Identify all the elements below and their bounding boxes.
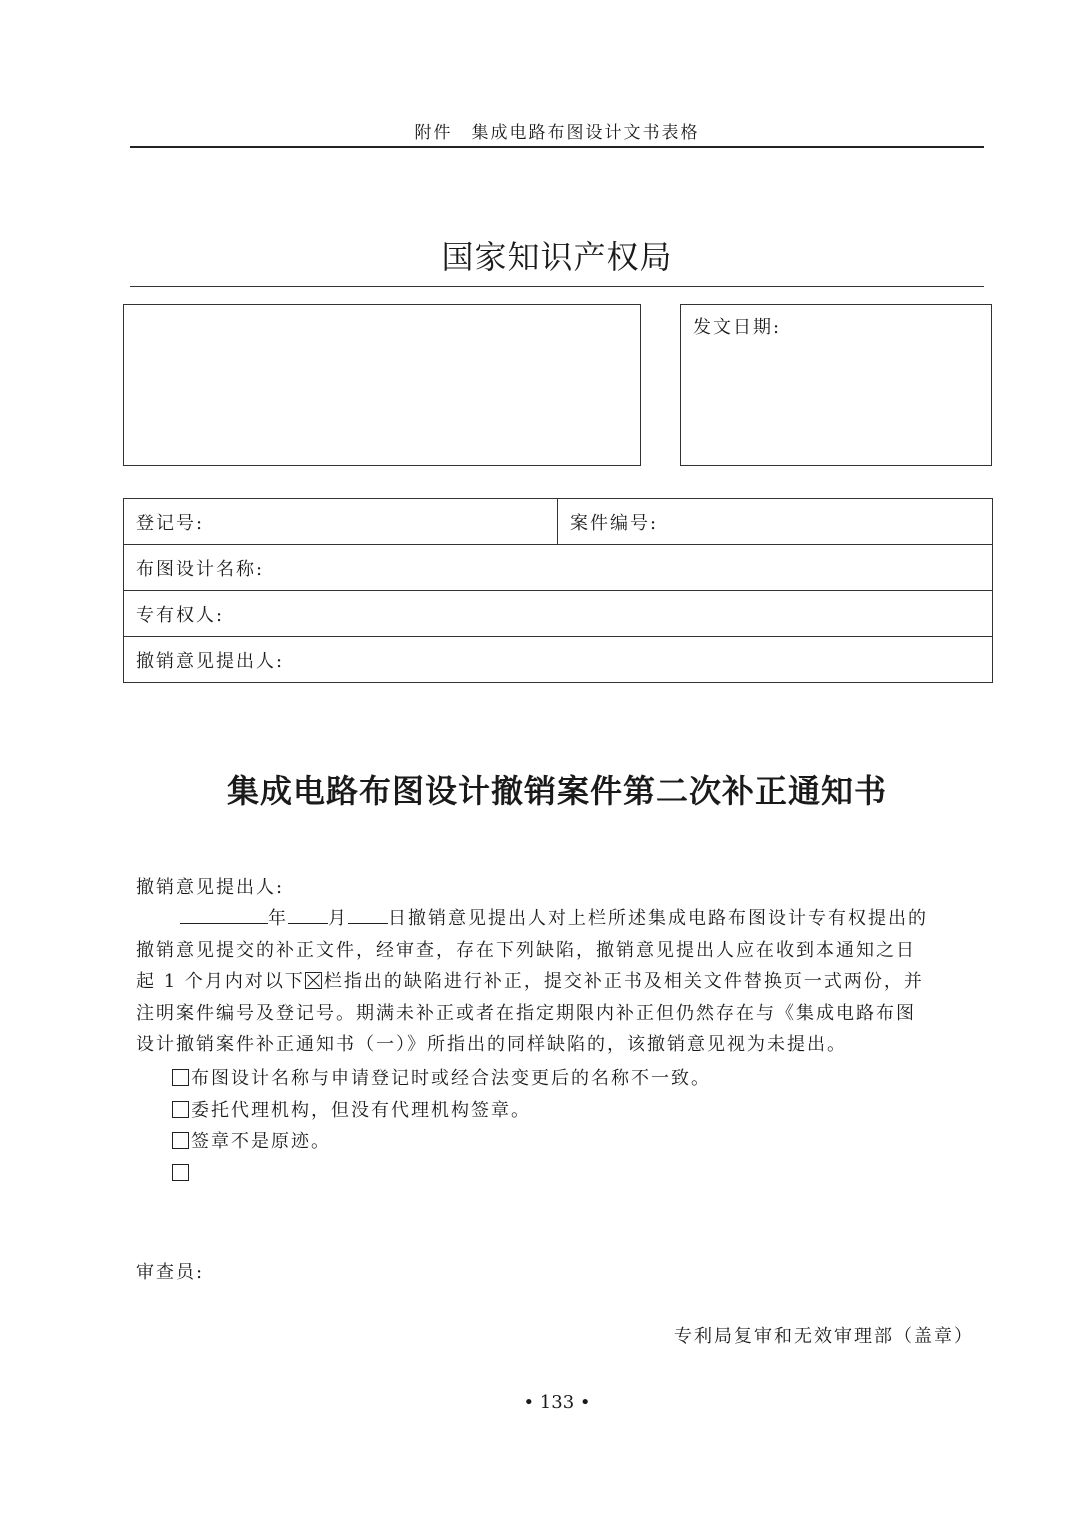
table-row (124, 545, 993, 591)
proposer-field: 撤销意见提出人: (124, 637, 993, 683)
design-name-field: 布图设计名称: (124, 545, 993, 591)
running-header: 附件 集成电路布图设计文书表格 (414, 123, 700, 143)
day-blank (348, 905, 388, 924)
table-row (124, 591, 993, 637)
checkbox-original-signature[interactable] (172, 1132, 189, 1149)
month-blank (288, 905, 328, 924)
paragraph-line (136, 966, 982, 998)
paragraph-line: 注明案件编号及登记号。期满未补正或者在指定期限内补正但仍然存在与《集成电路布图 (136, 1002, 916, 1024)
month-label: 月 (328, 908, 348, 929)
registration-no-field: 登记号: (124, 499, 558, 545)
checkbox-other[interactable] (172, 1164, 189, 1181)
option-label: 签章不是原迹。 (191, 1131, 331, 1152)
table-row (124, 637, 993, 683)
addressee: 撤销意见提出人: (136, 877, 285, 898)
notice-paragraph (136, 903, 982, 1061)
table-row (124, 499, 993, 545)
paragraph-text: 起 1 个月内对以下 (136, 971, 305, 992)
examiner-label: 审查员: (136, 1262, 205, 1283)
owner-field: 专有权人: (124, 591, 993, 637)
checkbox-agency-seal[interactable] (172, 1101, 189, 1118)
option-label: 委托代理机构，但没有代理机构签章。 (191, 1099, 531, 1121)
case-no-field: 案件编号: (558, 499, 993, 545)
option-label: 布图设计名称与申请登记时或经合法变更后的名称不一致。 (191, 1068, 711, 1089)
paragraph-line: 撤销意见提交的补正文件，经审查，存在下列缺陷，撤销意见提出人应在收到本通知之日 (136, 939, 916, 961)
recipient-address-box (123, 304, 641, 466)
option-other (172, 1158, 711, 1190)
paragraph-text: 栏指出的缺陷进行补正，提交补正书及相关文件替换页一式两份，并 (323, 971, 924, 992)
option-original-signature (172, 1126, 711, 1158)
notice-title: 集成电路布图设计撤销案件第二次补正通知书 (226, 772, 887, 810)
checkbox-name-mismatch[interactable] (172, 1069, 189, 1086)
page-number: • 133 • (523, 1392, 591, 1413)
option-agency-seal (172, 1095, 711, 1127)
paragraph-line: 设计撤销案件补正通知书（一）》所指出的同样缺陷的，该撤销意见视为未提出。 (136, 1034, 847, 1055)
case-info-table (123, 498, 993, 683)
defect-options (172, 1063, 711, 1189)
issue-date-box (680, 304, 992, 466)
agency-rule (130, 286, 984, 287)
paragraph-text: 日撤销意见提出人对上栏所述集成电路布图设计专有权提出的 (388, 908, 928, 929)
issue-date-label: 发文日期: (693, 317, 782, 338)
paragraph-line (136, 903, 982, 935)
issuing-department: 专利局复审和无效审理部（盖章） (674, 1326, 974, 1347)
year-blank (180, 905, 268, 924)
agency-title: 国家知识产权局 (441, 238, 673, 276)
header-rule (130, 146, 984, 148)
option-name-mismatch (172, 1063, 711, 1095)
checked-box-icon (305, 972, 322, 989)
year-label: 年 (268, 908, 288, 929)
